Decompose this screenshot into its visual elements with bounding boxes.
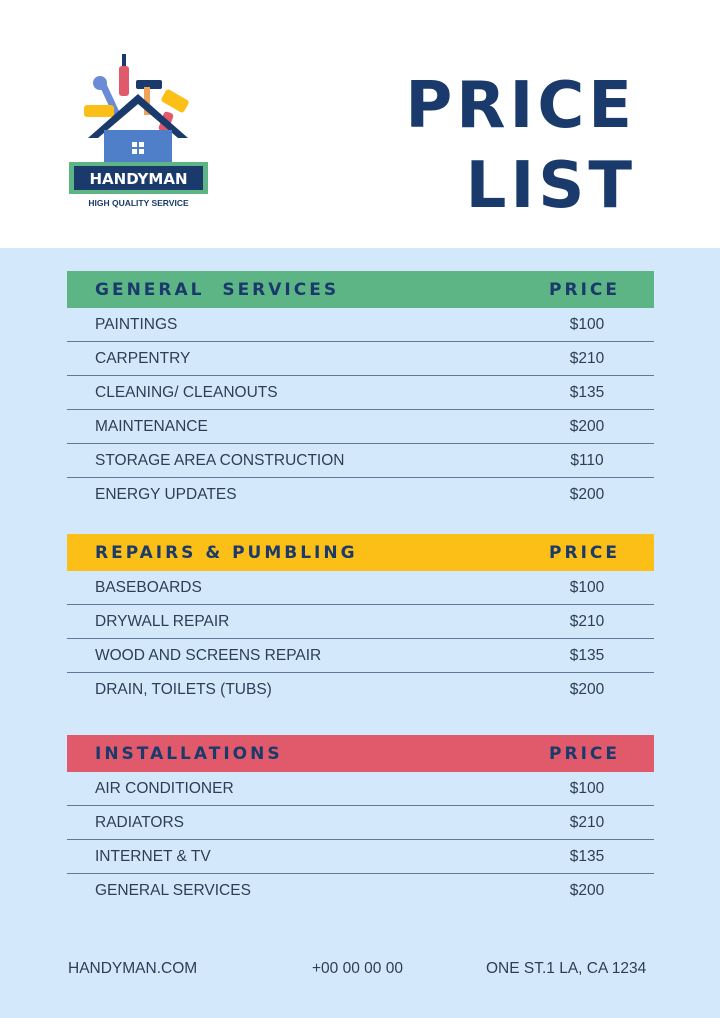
price-column-label: PRICE [549, 743, 620, 764]
service-price: $210 [569, 349, 605, 367]
service-name: PAINTINGS [95, 315, 178, 333]
list-item [67, 673, 654, 707]
list-item [67, 342, 654, 376]
section-header [67, 534, 654, 571]
page-title-line-1: PRICE [405, 69, 636, 143]
list-item [67, 308, 654, 342]
price-column-label: PRICE [549, 542, 620, 563]
section-header [67, 271, 654, 308]
service-price: $110 [570, 451, 604, 469]
service-name: CLEANING/ CLEANOUTS [95, 383, 278, 401]
list-item [67, 874, 654, 908]
page-title-line-2: LIST [465, 149, 636, 223]
service-price: $100 [569, 578, 605, 596]
service-price: $210 [569, 612, 605, 630]
service-price: $200 [569, 417, 605, 435]
section-heading: INSTALLATIONS [95, 743, 283, 764]
footer-phone: +00 00 00 00 [312, 960, 403, 977]
service-name: RADIATORS [95, 813, 184, 831]
section-heading: GENERAL SERVICES [95, 279, 340, 300]
list-item [67, 478, 654, 512]
house-with-tools-icon [66, 50, 211, 215]
list-item [67, 639, 654, 673]
header [0, 0, 720, 248]
service-name: INTERNET & TV [95, 847, 211, 865]
service-price: $135 [569, 847, 605, 865]
section-header [67, 735, 654, 772]
footer-website: HANDYMAN.COM [68, 960, 198, 977]
service-name: AIR CONDITIONER [95, 779, 234, 797]
service-name: DRYWALL REPAIR [95, 612, 230, 630]
service-price: $210 [569, 813, 605, 831]
service-name: STORAGE AREA CONSTRUCTION [95, 451, 345, 469]
service-name: ENERGY UPDATES [95, 486, 237, 503]
list-item [67, 772, 654, 806]
service-price: $135 [569, 646, 605, 664]
list-item [67, 840, 654, 874]
service-price: $100 [569, 779, 605, 797]
list-item [67, 806, 654, 840]
service-price: $200 [569, 882, 605, 899]
section-repairs-plumbing [67, 534, 654, 707]
service-price: $135 [569, 383, 605, 401]
list-item [67, 605, 654, 639]
section-general-services [67, 271, 654, 512]
section-heading: REPAIRS & PUMBLING [95, 542, 358, 563]
list-item [67, 571, 654, 605]
list-item [67, 444, 654, 478]
service-name: GENERAL SERVICES [95, 882, 251, 899]
list-item [67, 410, 654, 444]
svg-text:HANDYMAN: HANDYMAN [89, 170, 188, 188]
section-installations [67, 735, 654, 908]
service-price: $200 [569, 681, 605, 698]
service-name: CARPENTRY [95, 349, 191, 367]
service-name: DRAIN, TOILETS (TUBS) [95, 681, 272, 698]
service-name: WOOD AND SCREENS REPAIR [95, 646, 322, 664]
footer-address: ONE ST.1 LA, CA 1234 [486, 960, 647, 977]
service-name: MAINTENANCE [95, 417, 208, 435]
price-column-label: PRICE [549, 279, 620, 300]
svg-text:HIGH QUALITY SERVICE: HIGH QUALITY SERVICE [88, 198, 189, 208]
service-price: $200 [569, 486, 605, 503]
list-item [67, 376, 654, 410]
service-price: $100 [569, 315, 605, 333]
service-name: BASEBOARDS [95, 578, 202, 596]
